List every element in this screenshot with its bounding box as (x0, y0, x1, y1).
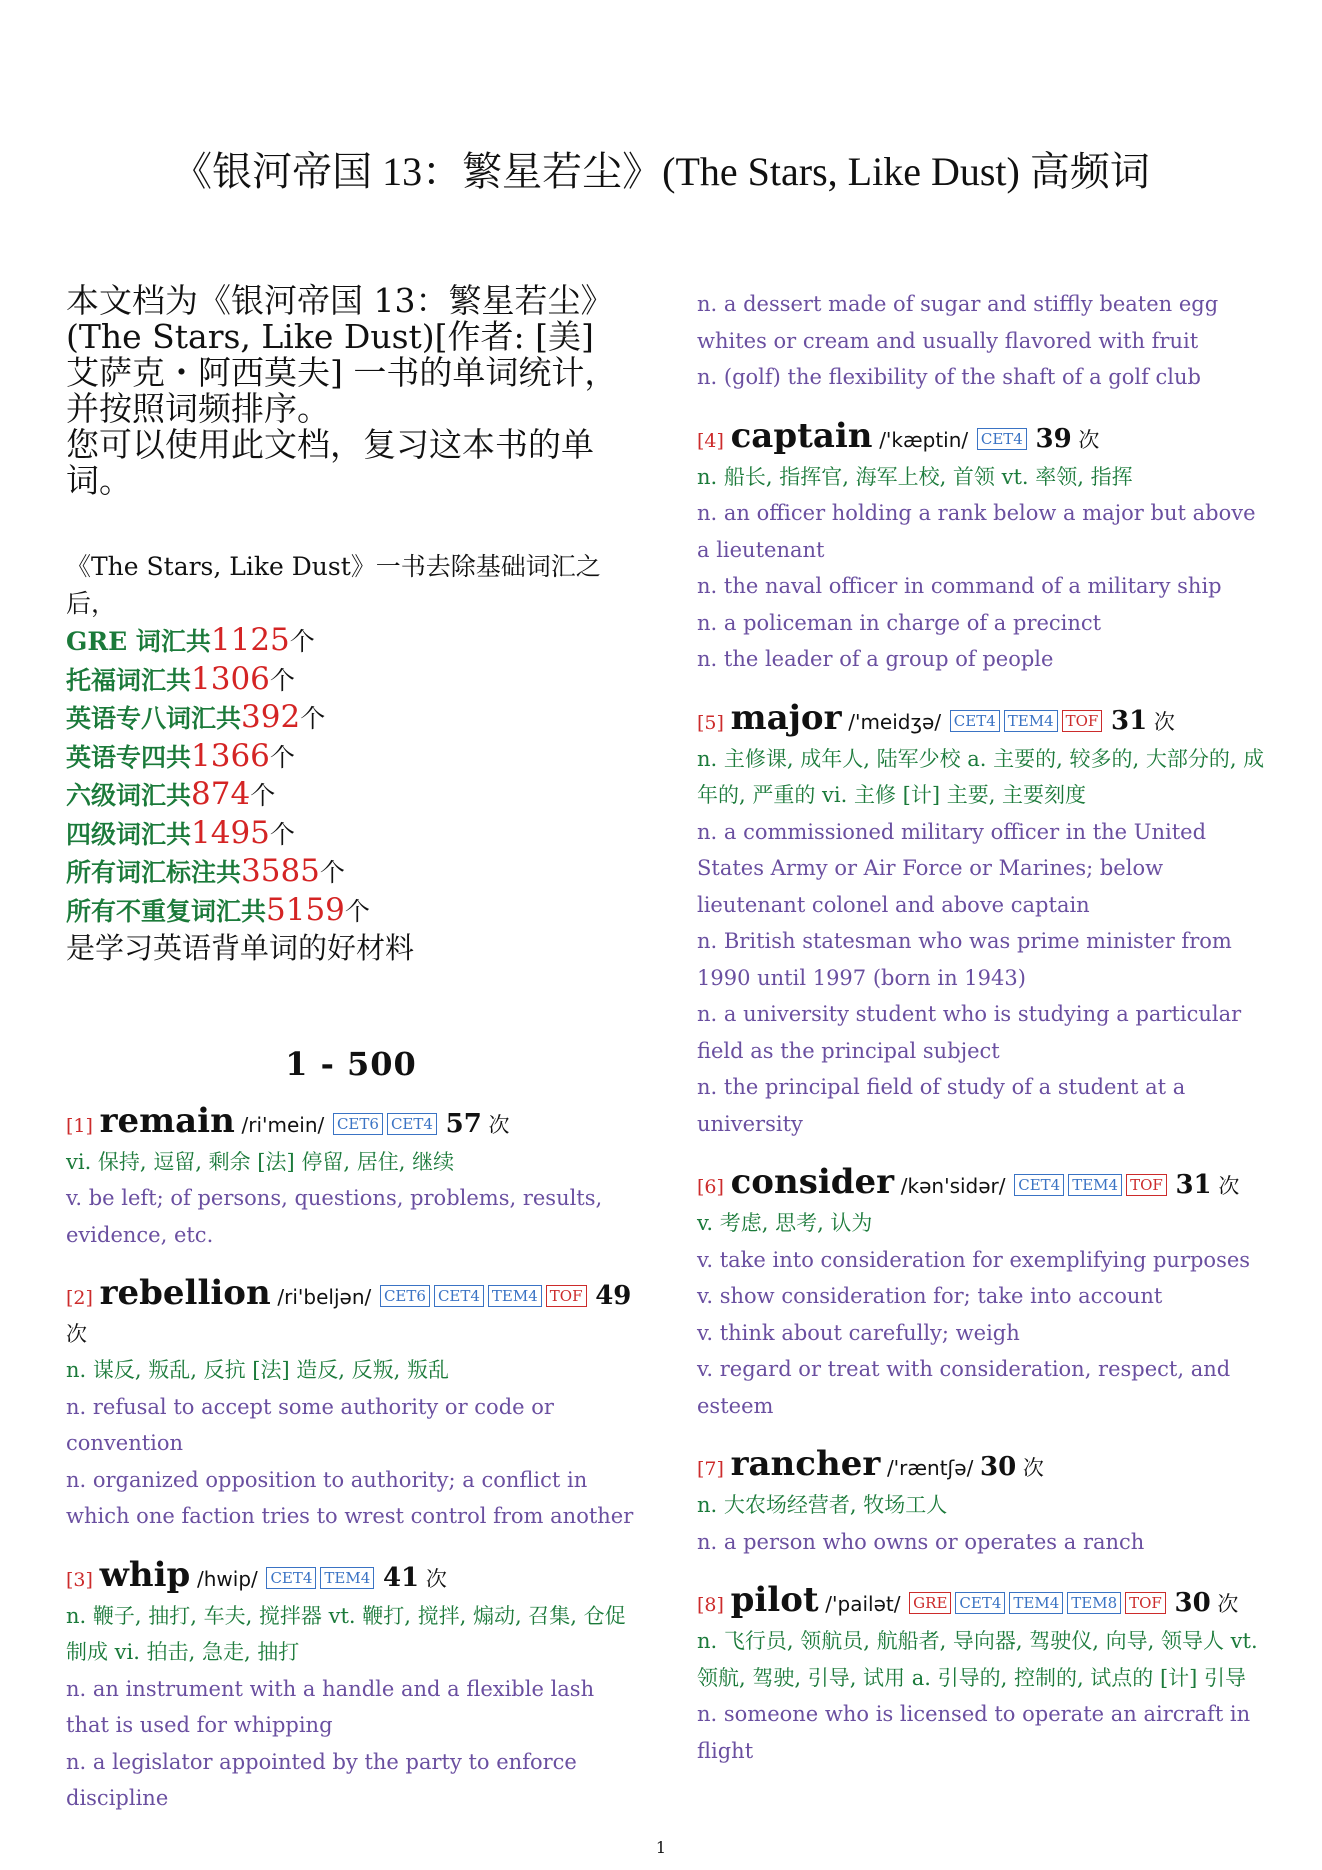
stat-number: 1125 (210, 622, 290, 658)
stat-label: 所有词汇标注共 (66, 858, 242, 887)
tag-badge: TEM4 (320, 1567, 374, 1589)
entry-word: rancher (730, 1444, 881, 1484)
entry-english-def: v. think about carefully; weigh (697, 1320, 1020, 1345)
entry-index: [5] (697, 711, 724, 734)
entry-chinese-def: vi. 保持, 逗留, 剩余 [法] 停留, 居住, 继续 (66, 1149, 455, 1174)
entry-english-def: v. be left; of persons, questions, problems, results, evidence, etc. (66, 1186, 603, 1247)
entry-head (697, 415, 1267, 459)
intro (66, 283, 636, 499)
entry-phonetic: /ri'beljən/ (277, 1285, 372, 1309)
stat-row (66, 853, 636, 892)
intro-line-1: 本文档为《银河帝国 13：繁星若尘》(The Stars, Like Dust)[作者: [美] 艾萨克・阿西莫夫] 一书的单词统计，并按照词频排序。 (66, 281, 618, 428)
stat-row (66, 738, 636, 777)
entry-count: 31 (1111, 705, 1148, 736)
entry-word: consider (730, 1162, 895, 1202)
count-unit: 次 (66, 1322, 87, 1346)
entry-phonetic: /'kæptin/ (879, 427, 969, 452)
stat-row (66, 699, 636, 738)
tag-badge: CET4 (266, 1567, 316, 1589)
entry-count: 31 (1175, 1170, 1212, 1200)
stat-number: 5159 (266, 891, 345, 928)
stat-row (66, 661, 636, 700)
entry-english-def: n. the naval officer in command of a military ship (697, 574, 1222, 598)
entry-chinese-def: n. 大农场经营者, 牧场工人 (697, 1493, 948, 1517)
stat-row (66, 776, 636, 815)
entry-english-def: n. the principal field of study of a student at a university (697, 1075, 1186, 1136)
entry-chinese-def: n. 主修课, 成年人, 陆军少校 a. 主要的, 较多的, 大部分的, 成年的, 严重的 vi. 主修 [计] 主要, 主要刻度 (697, 746, 1265, 807)
entry-index: [8] (697, 1594, 724, 1616)
stat-number: 1366 (191, 737, 270, 774)
tag-badge: TEM4 (1004, 710, 1058, 732)
entry-english-def: v. take into consideration for exemplifying purposes (697, 1247, 1251, 1272)
stat-number: 392 (241, 699, 301, 735)
stat-number: 874 (191, 776, 251, 812)
tag-badge: CET4 (955, 1592, 1005, 1614)
tag-badge: TOF (1062, 710, 1103, 732)
stat-unit: 个 (300, 704, 326, 733)
stat-unit: 个 (344, 896, 370, 926)
tag-badge: TOF (1125, 1592, 1166, 1614)
count-unit: 次 (488, 1112, 510, 1137)
stat-label: 四级词汇共 (66, 819, 192, 849)
entry-word: remain (99, 1100, 235, 1141)
page-title: 《银河帝国 13：繁星若尘》(The Stars, Like Dust) 高频词 (172, 149, 1150, 194)
entry-word: captain (730, 415, 873, 456)
count-unit: 次 (425, 1566, 447, 1591)
count-unit: 次 (1022, 1456, 1044, 1480)
entry-english-def: n. the leader of a group of people (697, 647, 1054, 671)
vocab-stats (66, 549, 636, 967)
entry-chinese-def: n. 船长, 指挥官, 海军上校, 首领 vt. 率领, 指挥 (697, 464, 1133, 489)
tag-badge: TEM4 (488, 1285, 542, 1307)
entry-index: [3] (66, 1568, 93, 1591)
stat-number: 3585 (241, 853, 320, 889)
entry-chinese-def: n. 谋反, 叛乱, 反抗 [法] 造反, 反叛, 叛乱 (66, 1358, 450, 1382)
entry-word: major (730, 697, 842, 738)
count-unit: 次 (1217, 1592, 1239, 1616)
entry-head (697, 1446, 1267, 1487)
entry-head (66, 1100, 636, 1144)
stat-label: 英语专四共 (66, 742, 192, 772)
entry-word: whip (99, 1554, 191, 1595)
entry-phonetic: /'ræntʃə/ (886, 1456, 974, 1480)
entry-chinese-def: n. 飞行员, 领航员, 航船者, 导向器, 驾驶仪, 向导, 领导人 vt. 领航, 驾驶, 引导, 试用 a. 引导的, 控制的, 试点的 [计] 引导 (697, 1629, 1258, 1690)
entry-english-def: n. a person who owns or operates a ranch (697, 1529, 1145, 1554)
word-entry (697, 1164, 1267, 1424)
entry-phonetic: /kən'sidər/ (900, 1174, 1006, 1198)
entry-english-def: n. an officer holding a rank below a major but above a lieutenant (697, 501, 1256, 562)
count-unit: 次 (1218, 1174, 1240, 1198)
intro-line-2: 您可以使用此文档，复习这本书的单词。 (66, 425, 594, 500)
stat-unit: 个 (269, 742, 295, 772)
entry-index: [1] (66, 1114, 93, 1137)
entry-head (697, 1164, 1267, 1205)
entry-phonetic: /'meidʒə/ (848, 709, 942, 734)
tag-badge: CET4 (434, 1285, 484, 1307)
entry-phonetic: /'pailət/ (825, 1592, 901, 1616)
entry-english-def: n. organized opposition to authority; a conflict in which one faction tries to wrest control from another (66, 1467, 634, 1528)
tag-badge: TOF (1126, 1174, 1167, 1196)
tag-badge: TEM8 (1067, 1592, 1121, 1614)
entry-word: pilot (730, 1580, 819, 1620)
tag-badge: CET4 (950, 710, 1000, 732)
count-unit: 次 (1153, 709, 1175, 734)
stat-label: 所有不重复词汇共 (66, 896, 267, 926)
entry-index: [2] (66, 1287, 93, 1309)
entry-english-def: n. (golf) the flexibility of the shaft of a golf club (697, 365, 1201, 389)
entry-chinese-def: v. 考虑, 思考, 认为 (697, 1211, 873, 1235)
word-entry (697, 697, 1267, 1143)
stat-row (66, 815, 636, 854)
stat-unit: 个 (269, 665, 295, 695)
entry-word: rebellion (99, 1273, 271, 1313)
entry-count: 30 (980, 1452, 1017, 1482)
stat-label: GRE 词汇共 (66, 627, 211, 656)
tag-badge: CET6 (380, 1285, 430, 1307)
entry-head (697, 697, 1267, 741)
entry-head (697, 1582, 1267, 1623)
entry-head (66, 1275, 636, 1352)
entry-count: 49 (595, 1281, 632, 1311)
entry-index: [7] (697, 1458, 724, 1480)
entry-index: [6] (697, 1176, 724, 1198)
left-column (66, 283, 636, 1839)
tag-badge: TOF (546, 1285, 587, 1307)
entry-english-def: n. a policeman in charge of a precinct (697, 610, 1102, 635)
tag-badge: GRE (909, 1592, 951, 1614)
tag-badge: TEM4 (1009, 1592, 1063, 1614)
stats-lead: 《The Stars, Like Dust》一书去除基础词汇之后， (66, 552, 601, 618)
entry-head (66, 1554, 636, 1598)
word-entry (66, 1275, 636, 1535)
word-entry (697, 1582, 1267, 1769)
entry-count: 30 (1174, 1588, 1211, 1618)
word-entry-continued (697, 286, 1267, 396)
stat-unit: 个 (289, 627, 315, 656)
entry-english-def: n. British statesman who was prime minister from 1990 until 1997 (born in 1943) (697, 929, 1232, 990)
tag-badge: CET4 (387, 1113, 437, 1135)
entry-english-def: n. a university student who is studying a particular field as the principal subject (697, 1002, 1242, 1063)
right-column (697, 286, 1267, 1791)
entry-english-def: n. refusal to accept some authority or code or convention (66, 1394, 554, 1455)
entry-count: 39 (1035, 423, 1072, 454)
stat-unit: 个 (269, 819, 295, 849)
word-entry (66, 1554, 636, 1817)
tag-badge: TEM4 (1068, 1174, 1122, 1196)
word-entry (697, 1446, 1267, 1560)
entry-count: 57 (445, 1108, 482, 1139)
entry-english-def: n. a legislator appointed by the party to enforce discipline (66, 1749, 577, 1810)
entry-english-def: n. an instrument with a handle and a flexible lash that is used for whipping (66, 1676, 595, 1737)
entry-english-def: n. someone who is licensed to operate an aircraft in flight (697, 1702, 1251, 1763)
stat-row (66, 622, 636, 661)
stat-unit: 个 (319, 858, 345, 887)
entry-index: [4] (697, 429, 724, 452)
section-heading: 1 - 500 (285, 1044, 417, 1083)
entry-english-def: v. show consideration for; take into account (697, 1284, 1163, 1308)
page-number: 1 (655, 1838, 667, 1857)
stat-label: 六级词汇共 (66, 781, 192, 810)
entry-english-def: n. a dessert made of sugar and stiffly beaten egg whites or cream and usually flavored with fruit (697, 292, 1219, 353)
stat-number: 1306 (191, 660, 270, 697)
entry-english-def: v. regard or treat with consideration, respect, and esteem (697, 1357, 1231, 1418)
word-entry (66, 1100, 636, 1254)
stats-closing: 是学习英语背单词的好材料 (66, 931, 415, 965)
entry-count: 41 (382, 1562, 420, 1593)
stat-unit: 个 (250, 781, 276, 810)
count-unit: 次 (1078, 427, 1100, 452)
entry-phonetic: /hwip/ (196, 1566, 258, 1591)
entry-english-def: n. a commissioned military officer in the United States Army or Air Force or Marines; below lieutenant colonel and above captain (697, 819, 1207, 917)
entry-phonetic: /ri'mein/ (241, 1112, 325, 1137)
entry-chinese-def: n. 鞭子, 抽打, 车夫, 搅拌器 vt. 鞭打, 搅拌, 煽动, 召集, 仓促制成 vi. 拍击, 急走, 抽打 (66, 1603, 626, 1664)
stat-label: 英语专八词汇共 (66, 704, 242, 733)
word-entry (697, 415, 1267, 678)
stat-label: 托福词汇共 (66, 665, 192, 695)
stat-row (66, 892, 636, 931)
tag-badge: CET4 (977, 428, 1027, 450)
tag-badge: CET4 (1014, 1174, 1064, 1196)
stat-number: 1495 (191, 814, 270, 851)
tag-badge: CET6 (333, 1113, 383, 1135)
